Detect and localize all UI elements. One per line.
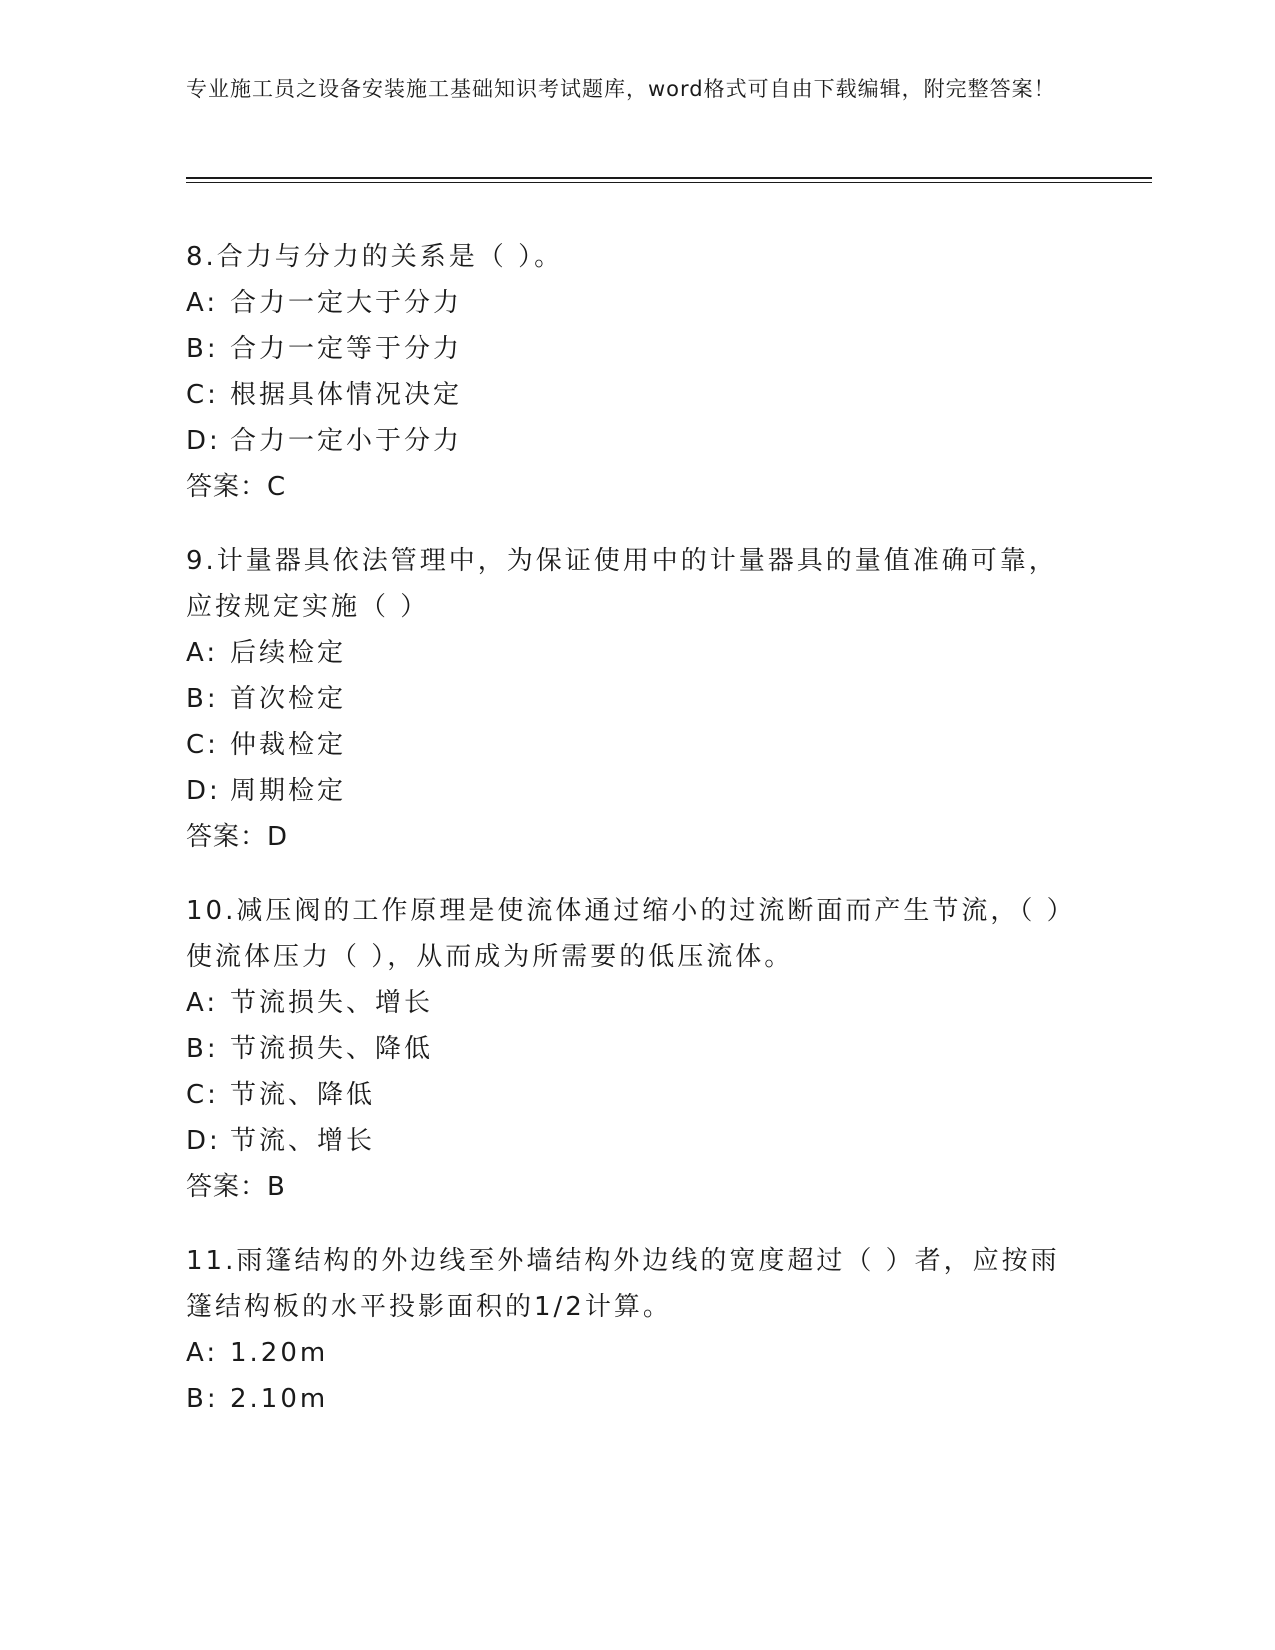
option-text: 节流损失、增长 (230, 988, 434, 1018)
question-text: 10.减压阀的工作原理是使流体通过缩小的过流断面而产生节流，（ ）使流体压力（ ），从而成为所需要的低压流体。 (186, 896, 1076, 972)
option-c (186, 722, 1086, 768)
option-letter: A: (186, 638, 219, 668)
option-d (186, 418, 1086, 464)
option-letter: A: (186, 988, 219, 1018)
header-rule-thin (186, 182, 1152, 183)
option-letter: B: (186, 1384, 219, 1414)
option-text: 根据具体情况决定 (230, 380, 463, 410)
option-letter: C: (186, 380, 219, 410)
option-letter: D: (186, 426, 221, 456)
question-11 (186, 1238, 1086, 1422)
option-text: 仲裁检定 (230, 730, 347, 760)
question-text: 9.计量器具依法管理中，为保证使用中的计量器具的量值准确可靠，应按规定实施（ ） (186, 546, 1058, 622)
option-b (186, 1376, 1086, 1422)
question-list (186, 234, 1086, 1450)
document-header: 专业施工员之设备安装施工基础知识考试题库，word格式可自由下载编辑，附完整答案！ (186, 77, 1056, 101)
option-a (186, 1330, 1086, 1376)
option-b (186, 326, 1086, 372)
question-text: 8.合力与分力的关系是（ ）。 (186, 242, 564, 272)
option-letter: D: (186, 776, 221, 806)
option-text: 合力一定等于分力 (230, 334, 463, 364)
option-d (186, 768, 1086, 814)
option-text: 2.10m (230, 1384, 329, 1414)
option-text: 首次检定 (230, 684, 347, 714)
option-text: 合力一定小于分力 (230, 426, 463, 456)
option-letter: C: (186, 730, 219, 760)
option-text: 合力一定大于分力 (230, 288, 463, 318)
option-text: 1.20m (230, 1338, 329, 1368)
option-text: 周期检定 (230, 776, 347, 806)
answer-line: 答案：D (186, 822, 289, 852)
option-text: 节流、增长 (230, 1126, 376, 1156)
option-a (186, 630, 1086, 676)
option-b (186, 676, 1086, 722)
option-text: 节流损失、降低 (230, 1034, 434, 1064)
option-letter: A: (186, 288, 219, 318)
option-letter: B: (186, 684, 219, 714)
option-c (186, 1072, 1086, 1118)
option-letter: B: (186, 1034, 219, 1064)
answer-line: 答案：B (186, 1172, 286, 1202)
option-a (186, 980, 1086, 1026)
answer-line: 答案：C (186, 472, 287, 502)
question-8 (186, 234, 1086, 510)
question-10 (186, 888, 1086, 1210)
option-letter: C: (186, 1080, 219, 1110)
option-b (186, 1026, 1086, 1072)
question-9 (186, 538, 1086, 860)
header-rule-thick (186, 177, 1152, 179)
option-letter: B: (186, 334, 219, 364)
option-letter: A: (186, 1338, 219, 1368)
option-d (186, 1118, 1086, 1164)
option-letter: D: (186, 1126, 221, 1156)
option-text: 后续检定 (230, 638, 347, 668)
option-text: 节流、降低 (230, 1080, 376, 1110)
option-a (186, 280, 1086, 326)
question-text: 11.雨篷结构的外边线至外墙结构外边线的宽度超过（ ）者，应按雨篷结构板的水平投影面积的1/2计算。 (186, 1246, 1060, 1322)
option-c (186, 372, 1086, 418)
